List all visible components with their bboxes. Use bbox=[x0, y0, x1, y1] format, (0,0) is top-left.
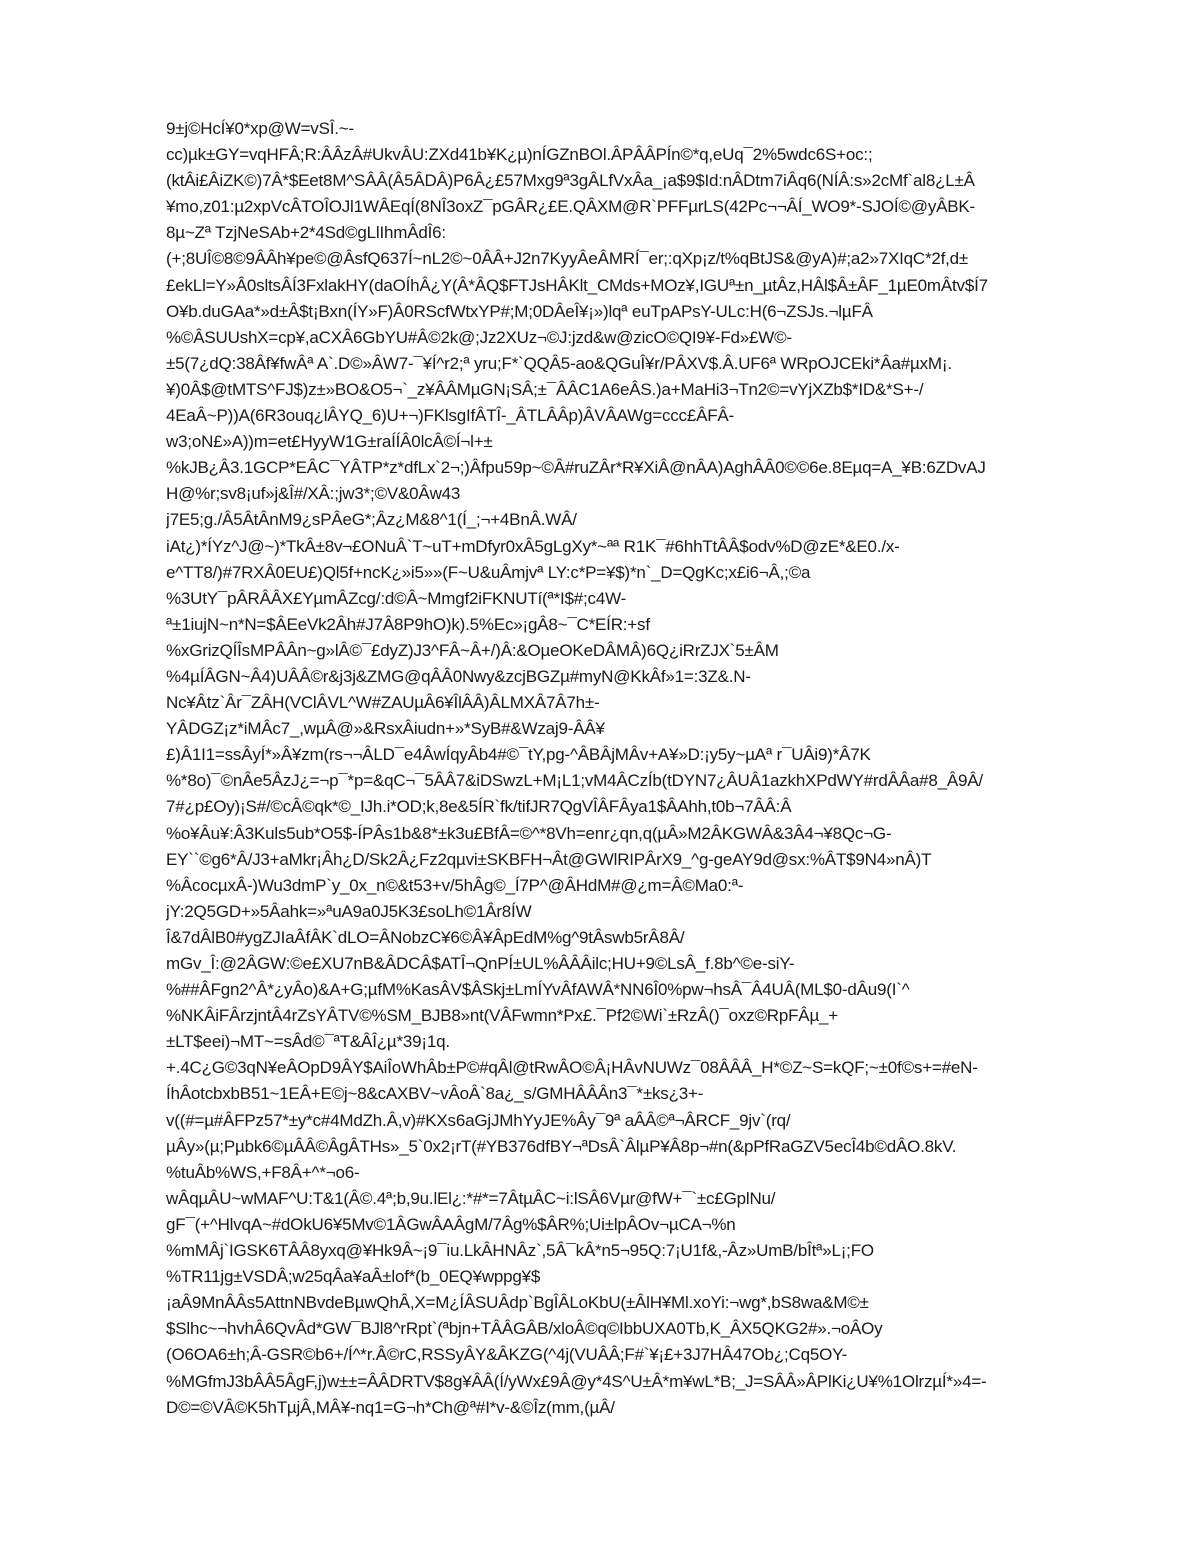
text-line: iAt¿)*ÍYz^J@~)*TkÂ±8v¬£ONuÂ`T~uT+mDfyr0xÂ5gLgXy*~ªª R1K¯#6hhTtÂÂ$odv%D@zE*&E0./x- bbox=[166, 536, 900, 556]
text-line: Nc¥Âtz`Âr¯ZÂH(VClÂVL^W#ZAUµÂ6¥ÎlÂÂ)ÂLMXÂ7Â7h±- bbox=[166, 693, 600, 713]
text-line: wÂqµÂU~wMAF^U:T&1(Â©.4ª;b,9u.lEl¿:*#*=7ÂtµÂC~i:lSÂ6Vµr@fW+¯`±c£GplNu/ bbox=[166, 1188, 776, 1208]
text-line: ÍhÂotcbxbB51~1EÂ+E©j~8&cAXBV~vÂoÂ`8a¿_s/GMHÂÂÂn3¯*±ks¿3+- bbox=[166, 1084, 704, 1104]
text-line: µÂy»(µ;Pµbk6©µÂÂ©ÂgÂTHs»_5`0x2¡rT(#YB376dfBY¬ªDsÂ`ÂlµP¥Â8p¬#n(&pPfRaGZV5ecÎ4b©dÂO.8kV. bbox=[166, 1136, 957, 1156]
text-line: %kJB¿Â3.1GCP*EÂC¯YÂTP*z*dfLx`2¬;)Âfpu59p~©Â#ruZÂr*R¥XiÂ@nÂA)AghÂÂ0©©6e.8Eµq=A_¥B:6ZDvAJ bbox=[166, 458, 986, 478]
text-line: YÂDGZ¡z*iMÂc7_,wµÂ@»&RsxÂiudn+»*SyB#&Wzaj9-ÂÂ¥ bbox=[166, 719, 605, 739]
text-line: %TR11jg±VSDÂ;w25qÂa¥aÂ±lof*(b_0EQ¥wppg¥$ bbox=[166, 1267, 541, 1287]
text-line: %mMÂj`IGSK6TÂÂ8yxq@¥Hk9Â~¡9¯iu.LkÂHNÂz`,5Â¯kÂ*n5¬95Q:7¡U1f&,-Âz»UmB/bÎtª»L¡;FO bbox=[166, 1241, 874, 1261]
text-line: %o¥Âu¥:Â3Kuls5ub*O5$-ÍPÂs1b&8*±k3u£BfÂ=©^*8Vh=enr¿qn,q(µÂ»M2ÂKGWÂ&3Â4¬¥8Qc¬G- bbox=[166, 823, 892, 843]
text-line: mGv_Î:@2ÂGW:©e£XU7nB&ÂDCÂ$ATÎ¬QnPÍ±UL%ÂÂÂilc;HU+9©LsÂ_f.8b^©e-siY- bbox=[166, 954, 795, 973]
text-line: v((#=µ#ÂFPz57*±y*c#4MdZh.Â,v)#KXs6aGjJMhYyJE%Ây¯9ª aÂÂ©ª¬ÂRCF_9jv`(rq/ bbox=[166, 1110, 791, 1130]
text-line: %NKÂiFÂrzjntÂ4rZsYÂTV©%SM_BJB8»nt(VÂFwmn*Px£.¯Pf2©Wi`±RzÂ()¯oxz©RpFÂµ_+ bbox=[166, 1006, 839, 1026]
text-line: jY:2Q5GD+»5Âahk=»ªuA9a0J5K3£soLh©1Âr8ÍW bbox=[166, 901, 532, 921]
text-line: %4µÍÂGN~Â4)UÂÂ©r&j3j&ZMG@qÂÂ0Nwy&zcjBGZµ#myN@KkÂf»1=:3Z&.N- bbox=[166, 666, 751, 686]
text-line: $Slhc~¬hvhÂ6QvÂd*GW¯BJl8^rRpt`(ªbjn+TÂÂGÂB/xloÂ©q©IbbUXA0Tb,K_ÂX5QKG2#».¬oÂOy bbox=[166, 1319, 883, 1339]
text-line: gF¯(+^HlvqA~#dOkU6¥5Mv©1ÂGwÂAÂgM/7Âg%$ÂR%;Ui±lpÂOv¬µCA¬%n bbox=[166, 1214, 736, 1234]
text-line: £)Â1I1=ssÂyÍ*»Â¥zm(rs¬¬ÂLD¯e4ÂwÍqyÂb4#©¯tY,pg-^ÂBÂjMÂv+A¥»D:¡y5y~µAª r¯UÂi9)*Â7K bbox=[166, 745, 871, 765]
text-line: (+;8UÎ©8©9ÂÂh¥pe©@ÂsfQ637Í~nL2©~0ÂÂ+J2n7KyyÂeÂMRÍ¯er;:qXp¡z/t%qBtJS&@yA)#;a2»7XIqC*2f,d± bbox=[166, 249, 969, 269]
text-line: cc)µk±GY=vqHFÂ;R:ÂÂzÂ#UkvÂU:ZXd41b¥K¿µ)nÍGZnBOl.ÂPÂÂPÍn©*q,eUq¯2%5wdc6S+oc:; bbox=[166, 145, 873, 165]
text-line: j7E5;g./Â5ÂtÂnM9¿sPÂeG*;Âz¿M&8^1(Í_;¬+4BnÂ.WÂ/ bbox=[166, 510, 577, 530]
text-line: ±LT$eei)¬MT~=sÂd©¯ªT&ÂÎ¿µ*39¡1q. bbox=[166, 1032, 450, 1052]
text-line: ¡aÂ9MnÂÂs5AttnNBvdeBµwQhÂ,X=M¿ÍÂSUÂdp`BgÎÂLoKbU(±ÂlH¥Ml.xoYi:¬wg*,bS8wa&M©± bbox=[166, 1293, 869, 1313]
text-line: EY``©g6*Â/J3+aMkr¡Âh¿D/Sk2Â¿Fz2qµvi±SKBFH¬Ât@GWlRIPÂrX9_^g-geAY9d@sx:%ÂT$9N4»nÂ)T bbox=[166, 849, 932, 869]
text-line: %ÂcocµxÂ-)Wu3dmP`y_0x_n©&t53+v/5hÂg©_Í7P^@ÂHdM#@¿m=Â©Ma0:ª- bbox=[166, 875, 744, 895]
text-line: D©=©VÂ©K5hTµjÂ,MÂ¥-nq1=G¬h*Ch@ª#I*v-&©Îz(mm,(µÂ/ bbox=[166, 1397, 615, 1417]
garbled-text-body bbox=[166, 116, 1126, 1421]
text-line: w3;oN£»A))m=et£HyyW1G±raÍÍÂ0lcÂ©Í¬l+± bbox=[166, 432, 493, 452]
text-line: ª±1iujN~n*N=$ÂEeVk2Âh#J7Â8P9hO)k).5%Ec»¡gÂ8~¯C*EÍR:+sf bbox=[166, 614, 650, 634]
text-line: e^TT8/)#7RXÂ0EU£)Ql5f+ncK¿»i5»»(F~U&uÂmjvª LY:c*P=¥$)*n`_D=QgKc;x£i6¬Â,;©a bbox=[166, 562, 811, 582]
text-line: H@%r;sv8¡uf»j&Î#/XÂ:;jw3*;©V&0Âw43 bbox=[166, 484, 461, 504]
text-line: %xGrizQÍÎsMPÂÂn~g»lÂ©¯£dyZ)J3^FÂ~Â+/)Â:&OµeOKeDÂMÂ)6Q¿iRrZJX`5±ÂM bbox=[166, 640, 779, 660]
text-line: Î&7dÂlB0#ygZJIaÂfÂK`dLO=ÂNobzC¥6©Â¥ÂpEdM%g^9tÂswb5rÂ8Â/ bbox=[166, 927, 685, 947]
text-line: ¥mo,z01:µ2xpVcÂTOÎOJl1WÂEqÍ(8NÎ3oxZ¯pGÂR¿£E.QÂXM@R`PFFµrLS(42Pc¬¬ÂÍ_WO9*-SJOÍ©@yÂBK- bbox=[166, 197, 976, 217]
text-line: (ktÂi£ÂiZK©)7Â*$Eet8M^SÂÂ(Â5ÂDÂ)P6Â¿£57Mxg9ª3gÂLfVxÂa_¡a$9$Id:nÂDtm7iÂq6(NÍÂ:s»2cMf`al8¿L±Â bbox=[166, 171, 975, 191]
text-line: 9±j©HcÍ¥0*xp@W=vSÎ.~- bbox=[166, 119, 354, 138]
text-line: %3UtY¯pÂRÂÂX£YµmÂZcg/:d©Â~Mmgf2iFKNUTí(ª*I$#;c4W- bbox=[166, 588, 627, 608]
text-line: ¥)0Â$@tMTS^FJ$)z±»BO&O5¬`_z¥ÂÂMµGN¡SÂ;±¯ÂÂC1A6eÂS.)a+MaHi3¬Tn2©=vYjXZb$*ID&*S+-/ bbox=[166, 379, 924, 399]
text-line: %©ÂSUUshX=cp¥,aCXÂ6GbYU#Â©2k@;Jz2XUz¬©J:jzd&w@zicO©QI9¥-Fd»£W©- bbox=[166, 327, 792, 347]
text-line: %MGfmJ3bÂÂ5ÂgF,j)w±±=ÂÂDRTV$8g¥ÂÂ(Í/yWx£9Â@y*4S^U±Â*m¥wL*B;_J=SÂÂ»ÂPlKi¿U¥%1OlrzµÍ*»4=- bbox=[166, 1371, 987, 1391]
text-line: O¥b.duGAa*»d±Â$t¡Bxn(ÍY»F)Â0RScfWtxYP#;M;0DÂeÎ¥¡»)lqª euTpAPsY-ULc:H(6¬ZSJs.¬lµFÂ bbox=[166, 301, 873, 321]
text-line: 8µ~Zª TzjNeSAb+2*4Sd©gLlIhmÂdÎ6: bbox=[166, 223, 446, 243]
text-line: %##ÂFgn2^Â*¿yÂo)&A+G;µfM%KasÂV$ÂSkj±LmÍYvÂfAWÂ*NN6Î0%pw¬hsÂ¯Â4UÂ(ML$0-dÂu9(I`^ bbox=[166, 980, 910, 1000]
text-line: ±5(7¿dQ:38Âf¥fwÂª A`.D©»ÂW7-¯¥Í^r2;ª yru;F*`QQÂ5-ao&QGuÎ¥r/PÂXV$.Â.UF6ª WRpOJCEki*Âa#µxM¡. bbox=[166, 353, 952, 373]
text-line: +.4C¿G©3qN¥eÂOpD9ÂY$AiÎoWhÂb±P©#qÂl@tRwÂO©Â¡HÂvNUWz¯08ÂÂÂ_H*©Z~S=kQF;~±0f©s+=#eN- bbox=[166, 1058, 978, 1078]
text-line: 4EaÂ~P))A(6R3ouq¿lÂYQ_6)U+¬)FKlsgIfÂTÎ-_ÂTLÂÂp)ÂVÂAWg=ccc£ÂFÂ- bbox=[166, 406, 735, 426]
text-line: %*8o)¯©nÂe5ÂzJ¿=¬p¯*p=&qC¬¯5ÂÂ7&iDSwzL+M¡L1;vM4ÂCzÍb(tDYN7¿ÂUÂ1azkhXPdWY#rdÂÂa#8_Â9Â/ bbox=[166, 771, 983, 791]
text-line: (O6OA6±h;Â-GSR©b6+/Í^*r.Â©rC,RSSyÂY&ÂKZG(^4j(VUÂÂ;F#`¥¡£+3J7HÂ47Ob¿;Cq5OY- bbox=[166, 1345, 848, 1365]
text-line: £ekLl=Y»Â0sltsÂÍ3FxlakHY(daOÍhÂ¿Y(Â*ÂQ$FTJsHÂKlt_CMds+MOz¥,IGUª±n_µtÂz,HÂl$Â±ÂF_1µE0mÂtv$Í7 bbox=[166, 275, 988, 295]
text-line: 7#¿p£Oy)¡S#/©cÂ©qk*©_IJh.i*OD;k,8e&5ÍR`fk/tifJR7QgVÎÂFÂya1$ÂAhh,t0b¬7ÂÂ:Â bbox=[166, 797, 792, 817]
text-line: %tuÂb%WS,+F8Â+^*¬o6- bbox=[166, 1162, 360, 1182]
